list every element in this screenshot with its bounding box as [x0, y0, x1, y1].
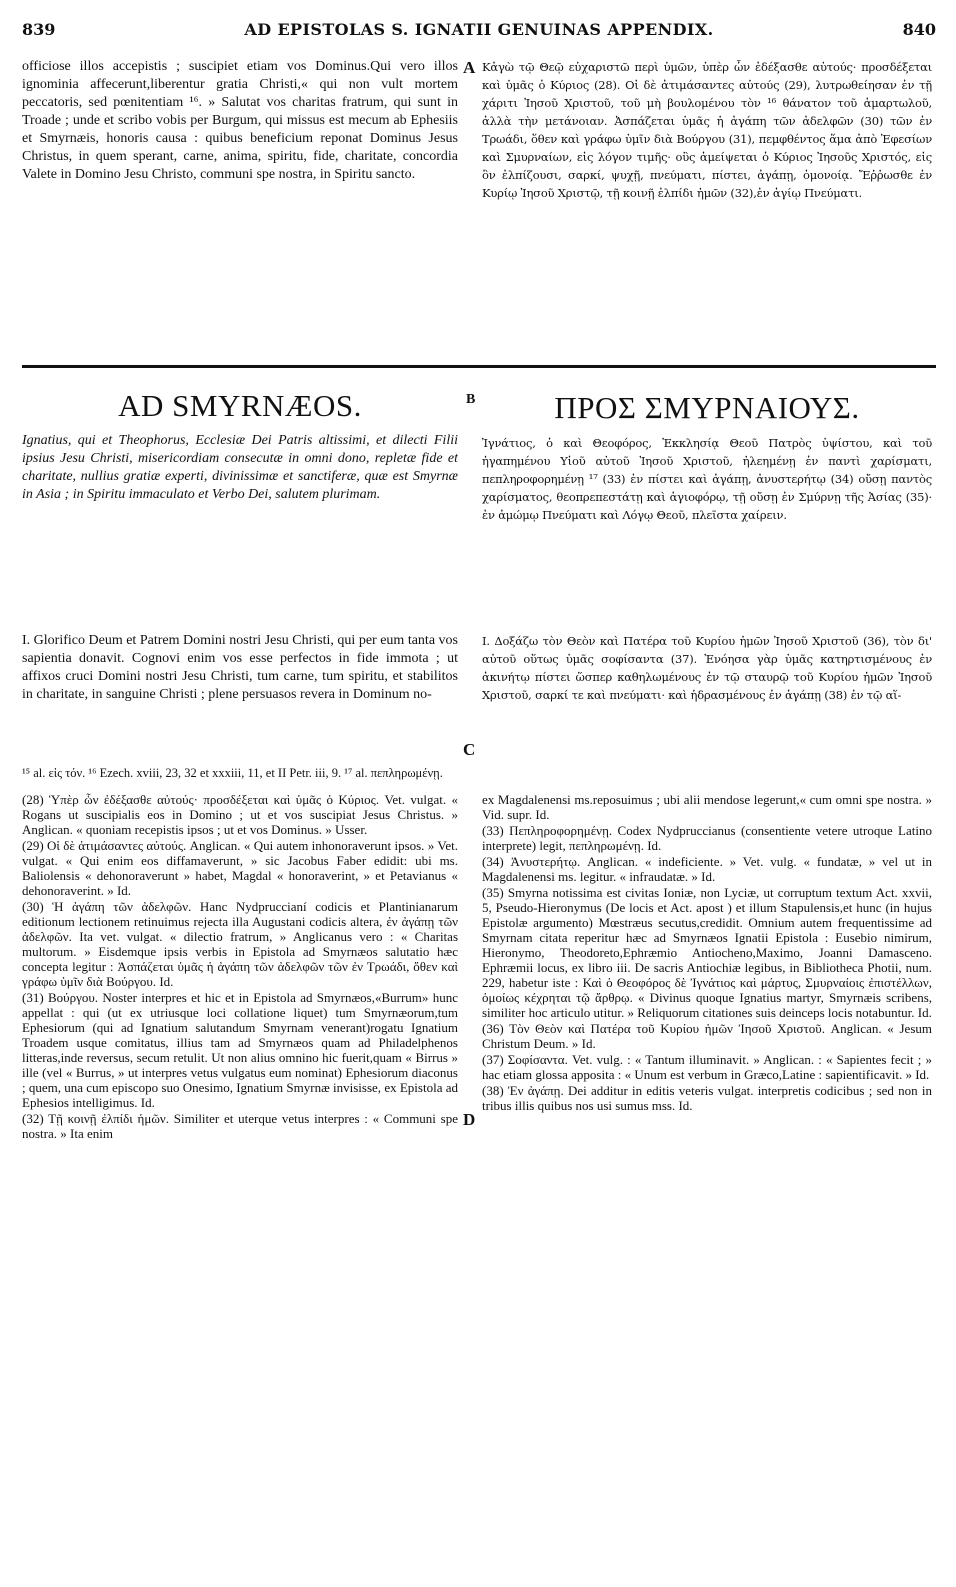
page-header [22, 14, 936, 44]
note-34: (34) Ἀνυστερήτῳ. Anglican. « indeficiente. » Vet. vulg. « fundatæ, » vel ut in Magdalenensi ms. legitur. « infraudatæ. » Id. [482, 854, 932, 884]
top-greek-text: Κἀγὼ τῷ Θεῷ εὐχαριστῶ περὶ ὑμῶν, ὑπὲρ ὧν ἐδέξασθε αὐτούς· προσδέξεται καὶ ὑμᾶς ὁ Κύριος (28). Οἱ δὲ ἀτιμάσαντες αὐτούς (29), λυτρωθείησαν ἐν τῇ χάριτι Ἰησοῦ Χριστοῦ, τοῦ μὴ βουλομένου τὸν ¹⁶ θάνατον τοῦ ἁμαρτωλοῦ, ἀλλὰ τὴν μετάνοιαν. Ἀσπάζεται ὑμᾶς ἡ ἀγάπη τῶν ἀδελφῶν (30) τῶν ἐν Τρωάδι, ὅθεν καὶ γράφω ὑμῖν διὰ Βούργου (31), πεμφθέντος ἅμα ἀπὸ Ἐφεσίων καὶ Σμυρναίων, εἰς λόγον τιμῆς· οὓς ἀμείψεται ὁ Κύριος Ἰησοῦς Χριστός, εἰς ὃν ἐλπίζουσι, σαρκί, ψυχῇ, πνεύματι, πίστει, ἀγάπῃ, ὁμονοίᾳ. Ἔῤῥωσθε ἐν Κυρίῳ Ἰησοῦ Χριστῷ, τῇ κοινῇ ἐλπίδι ἡμῶν (32),ἐν ἁγίῳ Πνεύματι. [482, 60, 932, 200]
greek-intro-column [482, 434, 932, 624]
margin-letter-a: A [463, 58, 476, 77]
latin-chapter-1: I. Glorifico Deum et Patrem Domini nostri Jesu Christi, qui per eum tanta vos sapientia donavit. Cognovi enim vos esse perfectos in fide immota ; ut affixos cruci Domini nostri Jesu Christi, tum carne, tum spiritu, et stabilitos in charitate, in sanguine Christi ; plene persuasos revera in Dominum no- [22, 633, 458, 702]
top-latin-column [22, 58, 458, 318]
greek-section-title: ΠΡΟΣ ΣΜΥΡΝΑΙΟΥΣ. [554, 390, 860, 425]
section-divider [22, 365, 936, 368]
notes-right-column [482, 792, 932, 1582]
margin-letter-d: D [463, 1110, 476, 1129]
page-number-left: 839 [22, 20, 56, 39]
running-title: AD EPISTOLAS S. IGNATII GENUINAS APPENDIX. [244, 20, 714, 39]
page-number-right: 840 [902, 20, 936, 39]
latin-section-title: AD SMYRNÆOS. [118, 388, 362, 423]
note-28: (28) Ὑπὲρ ὧν ἐδέξασθε αὐτούς· προσδέξεται καὶ ὑμᾶς ὁ Κύριος. Vet. vulgat. « Rogans ut suscipialis eos in Domino ; ut et vos suscipiat Jesus Christus. » Anglican. « quoniam recepistis ipsos ; ut et vos Dominus. » Usser. [22, 792, 458, 837]
top-latin-text: officiose illos accepistis ; suscipiet etiam vos Dominus.Qui vero illos ignominia affecerunt,liberentur gratia Christi,« qui non vult mortem peccatoris, sed pœnitentiam ¹⁶. » Salutat vos charitas fratrum, qui sunt in Troade ; unde et scribo vobis per Burgum, qui missus est mecum ab Ephesiis et Smyrnæis, honoris causa : quibus beneficium reponat Dominus Jesus Christus, in quem sperant, carne, anima, spiritu, fide, charitate, concordia Valete in Domino Jesu Christo, communi spe nostra, in Spiritu sancto. [22, 59, 458, 182]
top-greek-column [482, 58, 932, 338]
note-32-continued: ex Magdalenensi ms.reposuimus ; ubi alii mendose legerunt,« cum omni spe nostra. » Vid. supr. Id. [482, 792, 932, 822]
note-29: (29) Οἱ δὲ ἀτιμάσαντες αὐτούς. Anglican. « Qui autem inhonoraverunt ipsos. » Vet. vulgat. « Qui enim eos diffamaverunt, » sic Jacobus Faber edidit: ubi ms. Baliolensis « dehonoraverunt » habet, Magdal « honoraverint, » et Petavianus « dehonoraverint. » Id. [22, 838, 458, 898]
margin-letter-c: C [463, 740, 476, 759]
latin-chapter-1-column [22, 632, 458, 762]
greek-salutation: Ἰγνάτιος, ὁ καὶ Θεοφόρος, Ἐκκλησίᾳ Θεοῦ Πατρὸς ὑψίστου, καὶ τοῦ ἠγαπημένου Υἱοῦ αὐτοῦ Ἰησοῦ Χριστοῦ, ἠλεημένῃ ἐν παντὶ χαρίσματι, πεπληροφορημένῃ ¹⁷ (33) ἐν πίστει καὶ ἀγάπῃ, ἀνυστερήτῳ (34) οὔσῃ παντὸς χαρίσματος, θεοπρεπεστάτῃ καὶ ἁγιοφόρῳ, τῇ οὔσῃ ἐν Σμύρνῃ τῆς Ἀσίας (35)· ἐν ἀμώμῳ Πνεύματι καὶ Λόγῳ Θεοῦ, πλεῖστα χαίρειν. [482, 436, 932, 522]
latin-salutation: Ignatius, qui et Theophorus, Ecclesiæ Dei Patris altissimi, et dilecti Filii ipsius Jesu Christi, misericordiam consecutæ in omni dono, repletæ fide et charitate, nullius gratiæ experti, divinissimæ et sanctiferæ, quæ est Smyrnæ in Asia ; in Spiritu immaculato et Verbo Dei, salutem plurimam. [22, 433, 458, 502]
note-30: (30) Ἡ ἀγάπη τῶν ἀδελφῶν. Hanc Nydpruccianí codicis et Plantinianarum editionum lectionem retinuimus rejecta illa Augustani codicis altera, ἐν ἀγάπῃ τῶν ἀδελφῶν. Ita vet. vulgat. « dilectio fratrum, » Anglicanus vero : « Charitas multorum. » Eisdemque ipsis verbis in Epistola ad Smyrnæos salutatio hæc concepta legitur : Ἀσπάζεται ὑμᾶς ἡ ἀγάπη τῶν ἀδελφῶν τῶν ἐν Τρωάδι, ὅθεν καὶ γράφω ὑμῖν διὰ Βούργου. Id. [22, 899, 458, 989]
note-32: (32) Τῇ κοινῇ ἐλπίδι ἡμῶν. Similiter et uterque vetus interpres : « Communi spe nostra. » Ita enim [22, 1111, 458, 1141]
footnote-references: ¹⁵ al. εἰς τόν. ¹⁶ Ezech. xviii, 23, 32 et xxxiii, 11, et II Petr. iii, 9. ¹⁷ al. πεπληρωμένῃ. [22, 766, 443, 780]
note-31: (31) Βούργου. Noster interpres et hic et in Epistola ad Smyrnæos,«Burrum» hunc appellat : qui (ut ex utriusque loci collatione liquet) tum Smyrnæorum,tum Ephesiorum (qui ad Ignatium salutandum Smyrnam venerant)rogatu Ignatium Troadem usque comitatus, illius tam ad Smyrnæos quam ad Philadelphenos litteras,inde reversus, secum retulit. Ut non alius omnino hic fuerit,quam « Birrus » ille (vel « Burrus, » ut interpres vetus vulgatus eum nominat) Ephesiorum diaconus ; quem, una cum episcopo suo Onesimo, Ignatium Smyrnæ invisisse, ex Epistola ad Ephesios intelligimus. Id. [22, 990, 458, 1110]
note-35: (35) Smyrna notissima est civitas Ioniæ, non Lyciæ, ut corruptum textum Act. xxvii, 5, Pseudo-Hieronymus (De locis et Act. apost ) et illum Stapulensis,et hunc (in hujus Epistolæ argumento) Mœstræus secutus,credidit. Omnium autem frequentissime ad Smyrnam citata reperitur hæc ad Smyrnæos Ignatii Epistola : Eusebio nimirum, Hieronymo, Theodoreto,Ephræmio Antiocheno,Maximo, Joanni Damasceno. Ephræmii locus, ex libro iii. De sacris Antiochiæ legibus, in Bibliotheca Photii, num. 229, habetur iste : Καὶ ὁ Θεοφόρος δὲ Ἰγνάτιος καὶ μάρτυς, Σμυρναίοις ἐπιστέλλων, ὁμοίως κέχρηται τῷ ἄρθρῳ. « Divinus quoque Ignatius martyr, Smyrnæis scribens, similiter hoc articulo utitur. » Reliquorum citationes suis deinceps locis notabuntur. Id. [482, 885, 932, 1020]
greek-chapter-1-column [482, 632, 932, 762]
note-36: (36) Τὸν Θεὸν καὶ Πατέρα τοῦ Κυρίου ἡμῶν Ἰησοῦ Χριστοῦ. Anglican. « Jesum Christum Deum. » Id. [482, 1021, 932, 1051]
note-33: (33) Πεπληροφορημένῃ. Codex Nydpruccianus (consentiente vetere utroque Latino interprete) legit, πεπληρωμένῃ. Id. [482, 823, 932, 853]
latin-intro-column [22, 432, 458, 622]
greek-chapter-1: I. Δοξάζω τὸν Θεὸν καὶ Πατέρα τοῦ Κυρίου ἡμῶν Ἰησοῦ Χριστοῦ (36), τὸν δι' αὐτοῦ οὕτως ὑμᾶς σοφίσαντα (37). Ἐνόησα γὰρ ὑμᾶς κατηρτισμένους ἐν ἀκινήτῳ πίστει ὥσπερ καθηλωμένους ἐν τῷ σταυρῷ τοῦ Κυρίου ἡμῶν Ἰησοῦ Χριστοῦ, σαρκί τε καὶ πνεύματι· καὶ ἡδρασμένους ἐν ἀγάπῃ (38) ἐν τῷ αἵ- [482, 634, 932, 702]
margin-letter-b: B [466, 392, 476, 407]
note-38: (38) Ἐν ἀγάπῃ. Dei additur in editis veteris vulgat. interpretis codicibus ; sed non in tribus illis quibus nos usi sumus mss. Id. [482, 1083, 932, 1113]
note-37: (37) Σοφίσαντα. Vet. vulg. : « Tantum illuminavit. » Anglican. : « Sapientes fecit ; » hac etiam glossa apposita : « Unum est verbum in Græco,Latine : sapientificavit. » Id. [482, 1052, 932, 1082]
notes-left-column [22, 792, 458, 1582]
